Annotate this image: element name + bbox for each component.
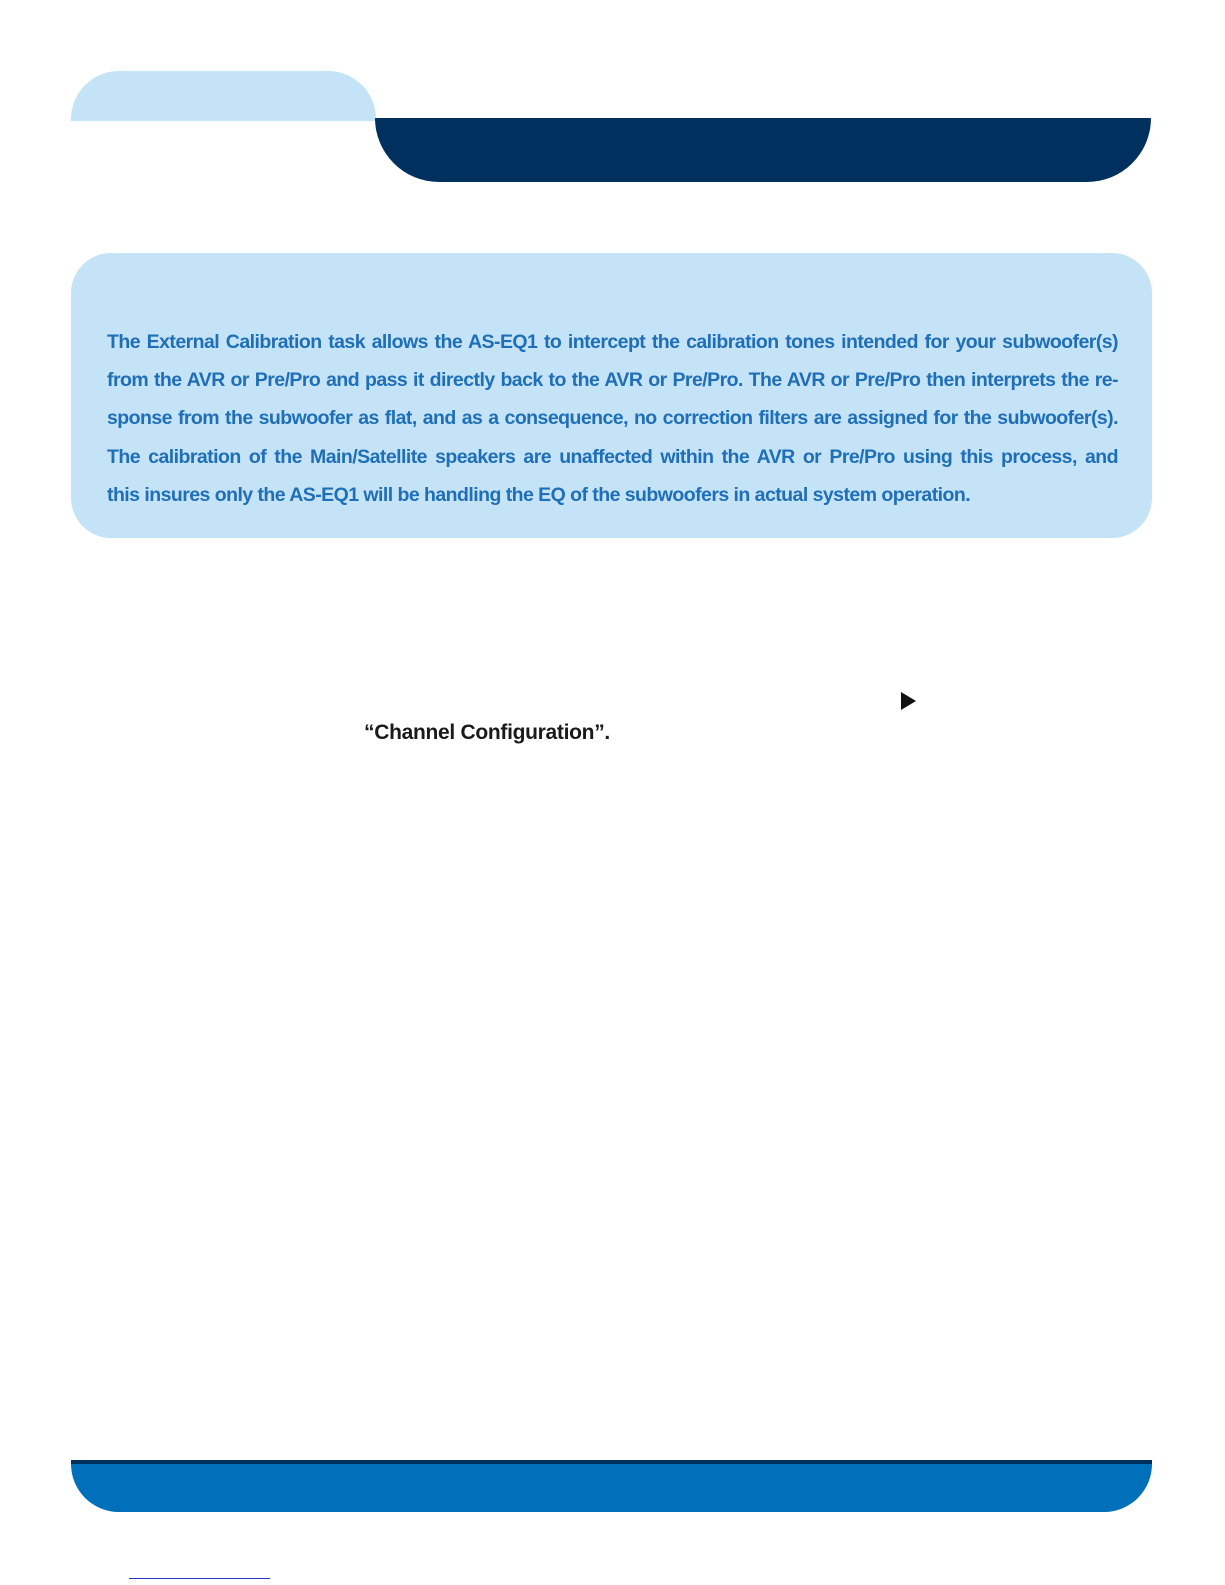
channel-configuration-text: “Channel Configuration”. <box>364 721 610 744</box>
intro-line-2: from the AVR or Pre/Pro and pass it directly back to the AVR or Pre/Pro. The AVR or Pre/Pro then interprets the re- <box>107 369 1118 392</box>
footer-bar <box>71 1464 1152 1512</box>
header-tab <box>71 71 376 121</box>
header-bar <box>375 118 1151 182</box>
intro-line-1: The External Calibration task allows the AS-EQ1 to intercept the calibration tones intended for your subwoofer(s) <box>107 331 1118 353</box>
intro-line-3: sponse from the subwoofer as flat, and as a consequence, no correction filters are assigned for the subwoofer(s). <box>107 407 1118 430</box>
bottom-link-underline <box>129 1578 270 1579</box>
intro-box <box>71 253 1152 538</box>
intro-line-4: The calibration of the Main/Satellite speakers are unaffected within the AVR or Pre/Pro using this process, and <box>107 445 1118 468</box>
play-triangle-icon <box>901 692 916 710</box>
intro-line-5: this insures only the AS-EQ1 will be handling the EQ of the subwoofers in actual system operation. <box>107 483 971 506</box>
